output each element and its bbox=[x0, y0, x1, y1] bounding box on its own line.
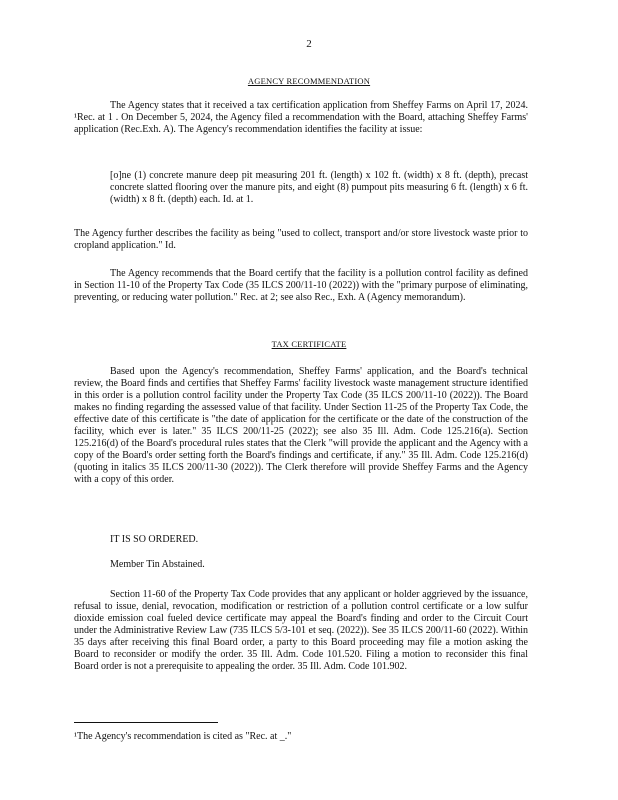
paragraph-appeal-rights: Section 11-60 of the Property Tax Code provides that any applicant or holder aggrieved by the issuance, refusal to issue, denial, revocation, modification or restriction of a pollution control certificate or a low sulfur dioxide emission coal fueled device certificate may appeal the Board's finding and order to the Circuit Court under the Administrative Review Law (735 ILCS 5/3-101 et seq. (2022)). See 35 ILCS 200/11-60 (2022). Within 35 days after receiving this final Board order, a party to this Board proceeding may file a motion asking the Board to reconsider or modify the order. 35 Ill. Adm. Code 101.520. Filing a motion to reconsider this final Board order is not a prerequisite to appealing the order. 35 Ill. Adm. Code 101.902. bbox=[74, 589, 528, 672]
paragraph-agency-receipt: The Agency states that it received a tax certification application from Sheffey Farms on April 17, 2024. ¹Rec. at 1 . On December 5, 2024, the Agency filed a recommendation with the Board, attaching Sheffey Farms' application (Rec.Exh. A). The Agency's recommendation identifies the facility at issue: bbox=[74, 100, 528, 135]
page-number: 2 bbox=[306, 38, 312, 50]
member-abstention-line: Member Tin Abstained. bbox=[110, 559, 205, 570]
paragraph-findings: Based upon the Agency's recommendation, Sheffey Farms' application, and the Board's technical review, the Board finds and certifies that Sheffey Farms' facility livestock waste management structure identified in this order is a pollution control facility under the Property Tax Code (35 ILCS 200/11-10 (2022)). The Board makes no finding regarding the assessed value of that facility. Under Section 11-25 of the Property Tax Code, the effective date of this certificate is "the date of application for the certificate or the date of the construction of the facility, which ever is later." 35 ILCS 200/11-25 (2022); see also 35 Ill. Adm. Code 125.216(a). Section 125.216(d) of the Board's procedural rules states that the Clerk "will provide the applicant and the Agency with a copy of the Board's order setting forth the Board's findings and certificate, if any." 35 Ill. Adm. Code 125.216(d) (quoting in italics 35 ILCS 200/11-30 (2022)). The Clerk therefore will provide Sheffey Farms and the Agency with a copy of this order. bbox=[74, 366, 528, 485]
ordered-line: IT IS SO ORDERED. bbox=[110, 534, 199, 545]
heading-text: TAX CERTIFICATE bbox=[271, 339, 347, 349]
block-quote-facility: [o]ne (1) concrete manure deep pit measuring 201 ft. (length) x 102 ft. (width) x 8 ft. (depth), precast concrete slatted flooring over the manure pits, and eight (8) pumpout pits measuring 6 ft. (length) x 6 ft. (width) x 8 ft. (depth) each. Id. at 1. bbox=[110, 170, 528, 205]
footnote: ¹The Agency's recommendation is cited as "Rec. at _." bbox=[74, 731, 292, 742]
paragraph-facility-description: The Agency further describes the facility as being "used to collect, transport and/or store livestock waste prior to cropland application." Id. bbox=[74, 228, 528, 251]
paragraph-recommendation: The Agency recommends that the Board certify that the facility is a pollution control facility as defined in Section 11-10 of the Property Tax Code (35 ILCS 200/11-10 (2022)) with the "primary purpose of eliminating, preventing, or reducing water pollution." Rec. at 2; see also Rec., Exh. A (Agency memorandum). bbox=[74, 268, 528, 303]
footnote-rule bbox=[74, 722, 218, 723]
section-heading-tax-certificate bbox=[0, 339, 618, 349]
section-heading-agency-recommendation bbox=[0, 76, 618, 86]
heading-text: AGENCY RECOMMENDATION bbox=[247, 76, 371, 86]
